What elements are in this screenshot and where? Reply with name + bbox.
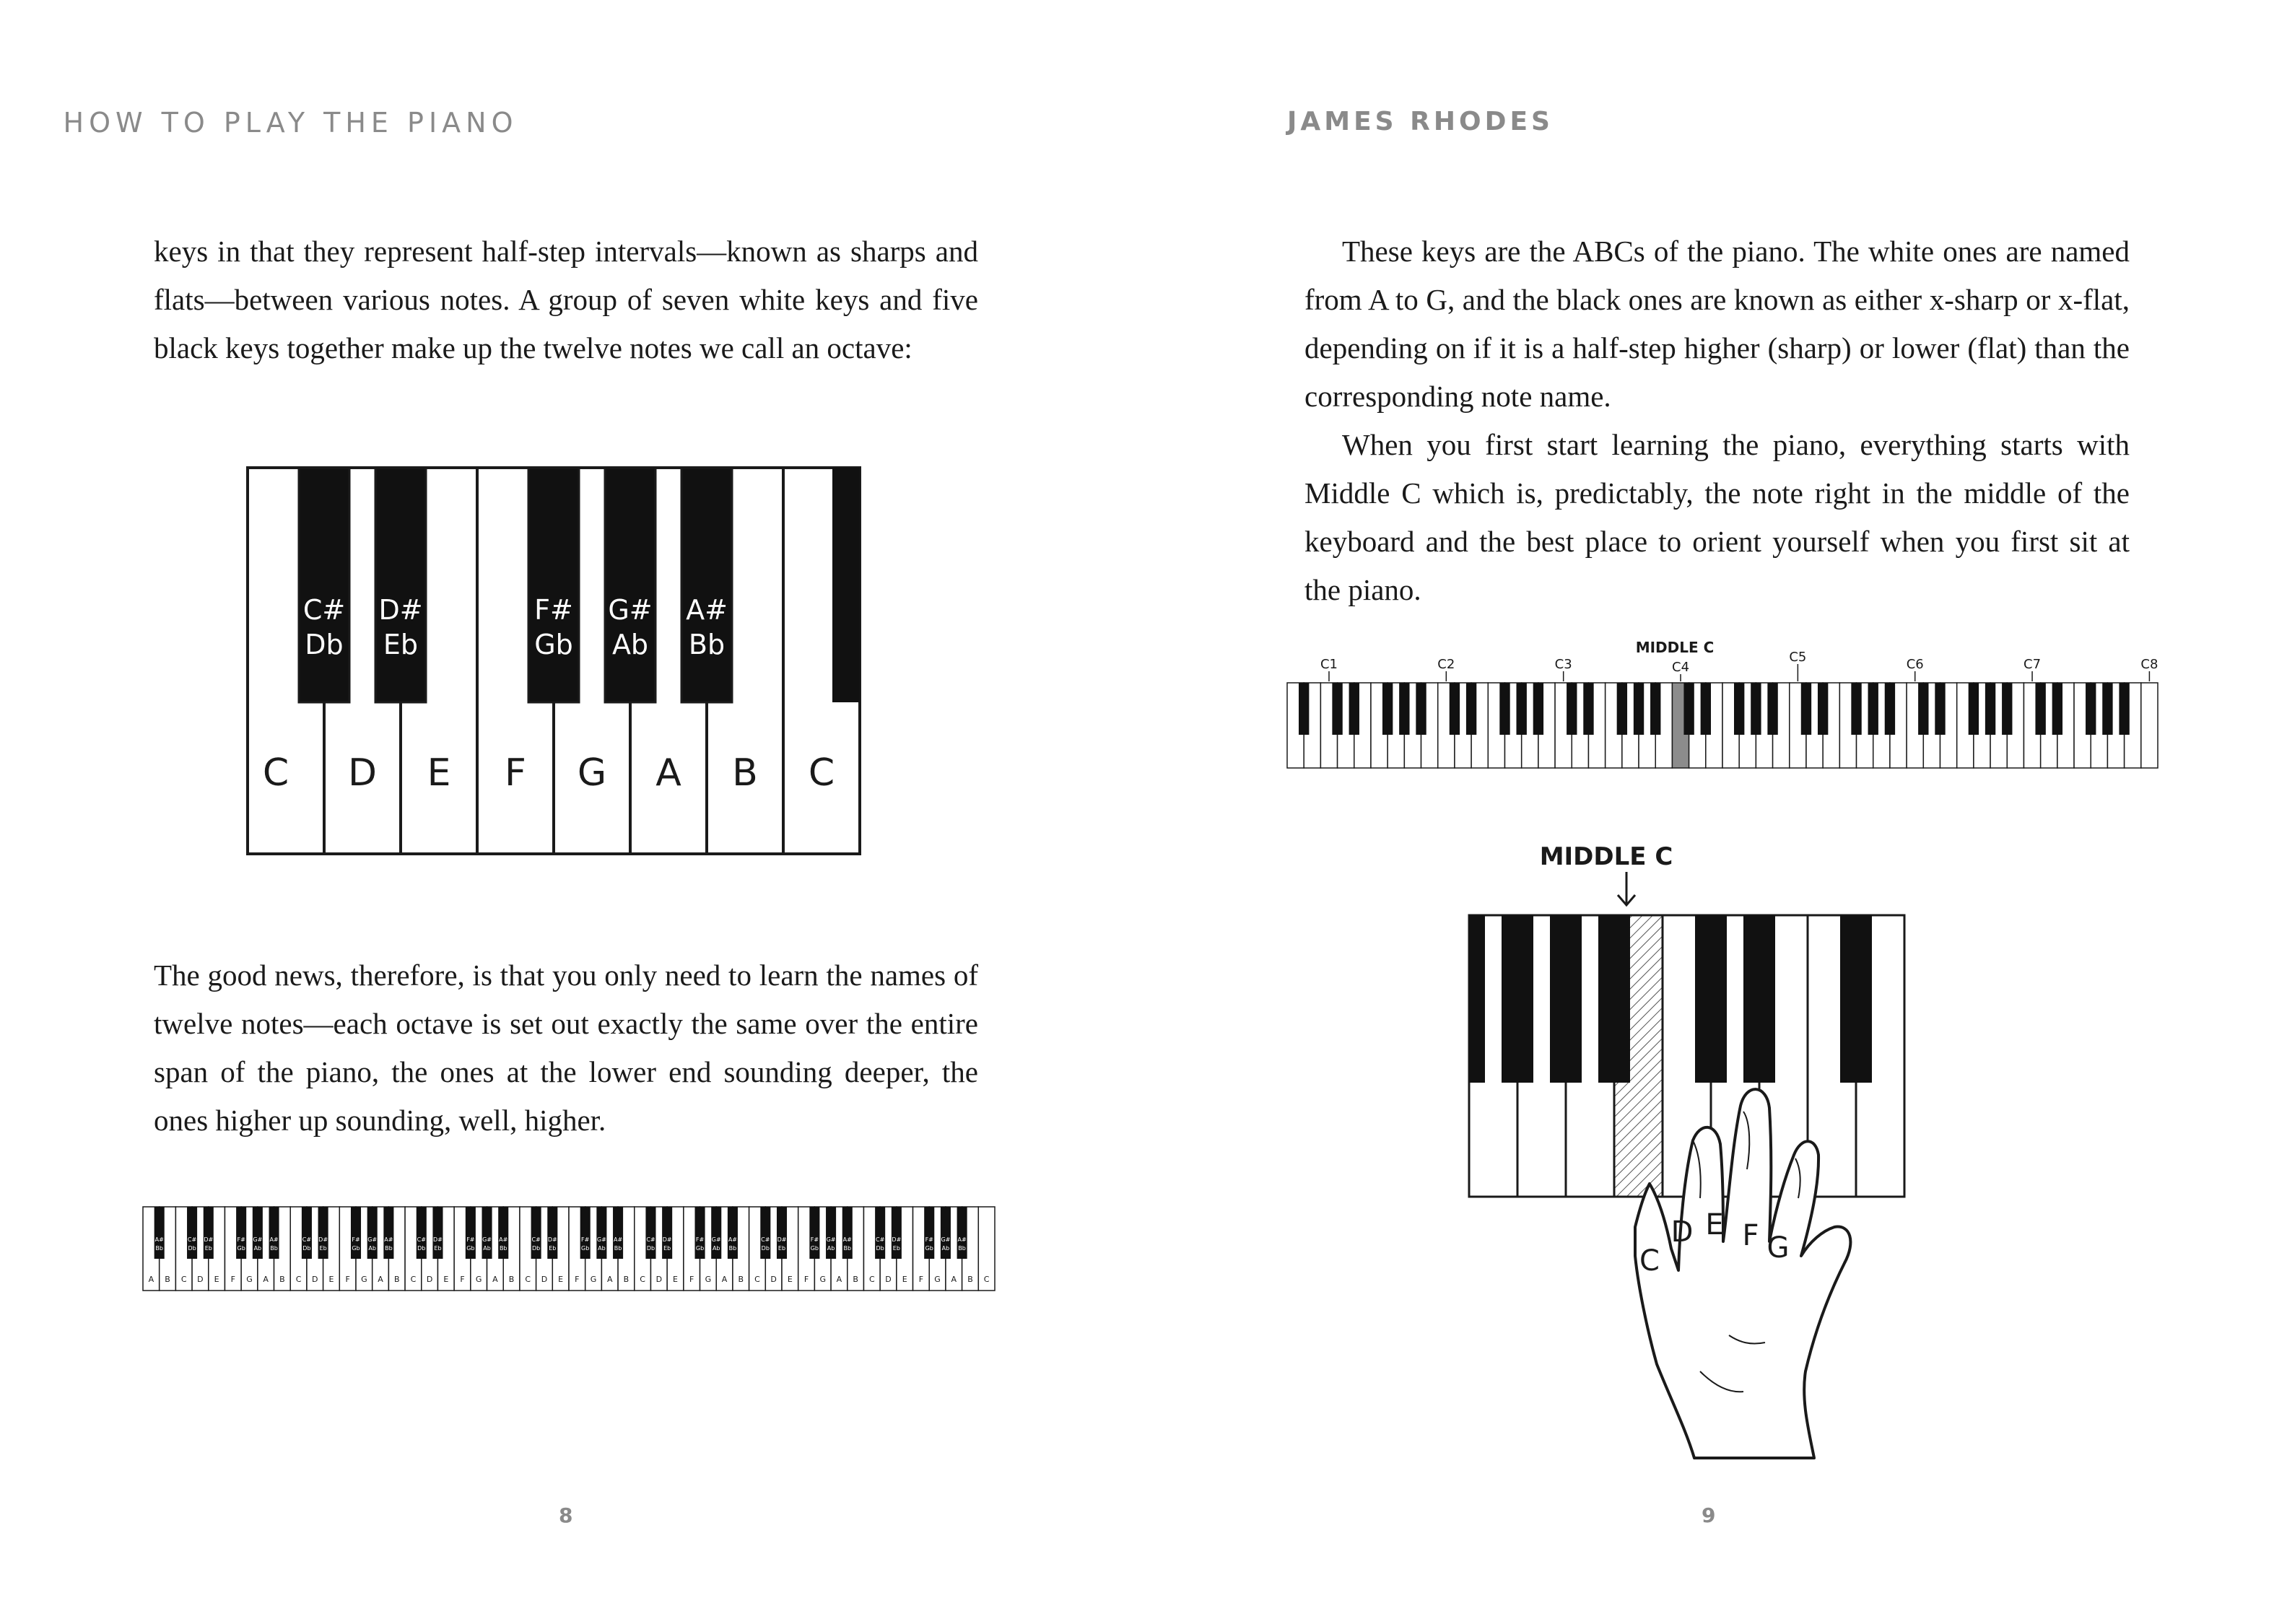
black-key bbox=[1751, 683, 1761, 735]
white-key-label: D bbox=[541, 1275, 548, 1284]
black-key-flat-label: Ab bbox=[483, 1245, 491, 1252]
black-key-sharp-label: A# bbox=[154, 1236, 164, 1243]
black-key-flat-label: Ab bbox=[941, 1245, 950, 1252]
black-key-sharp-label: C# bbox=[187, 1236, 197, 1243]
white-key-label: A bbox=[721, 1275, 728, 1284]
black-key bbox=[1634, 683, 1644, 735]
white-key-label: F bbox=[345, 1275, 350, 1284]
black-key bbox=[1743, 915, 1775, 1083]
black-key-flat-label: Db bbox=[876, 1245, 884, 1252]
black-key bbox=[2119, 683, 2129, 735]
black-key bbox=[2052, 683, 2062, 735]
black-key-sharp-label: C# bbox=[302, 594, 346, 626]
paragraph: When you first start learning the piano, everything starts with Middle C which is, predictably, the note right in the middle of the keyboard and the best place to orient yourself when you first sit at the piano. bbox=[1304, 428, 2130, 606]
black-key-sharp-label: D# bbox=[433, 1236, 443, 1243]
black-key bbox=[1935, 683, 1945, 735]
white-key-label: B bbox=[623, 1275, 630, 1284]
black-key-flat-label: Ab bbox=[368, 1245, 376, 1252]
white-key-label: F bbox=[918, 1275, 924, 1284]
black-key-flat-label: Bb bbox=[385, 1245, 393, 1252]
black-key bbox=[1550, 915, 1582, 1083]
black-key-flat-label: Db bbox=[417, 1245, 426, 1252]
finger-label: F bbox=[1742, 1219, 1759, 1252]
black-key bbox=[2102, 683, 2112, 735]
black-key-flat-label: Bb bbox=[614, 1245, 622, 1252]
white-key-label: D bbox=[197, 1275, 204, 1284]
white-key-label: A bbox=[263, 1275, 269, 1284]
white-key-label: E bbox=[558, 1275, 564, 1284]
black-key bbox=[1840, 915, 1872, 1083]
black-key bbox=[1583, 683, 1593, 735]
black-key bbox=[1801, 683, 1811, 735]
black-key bbox=[1818, 683, 1828, 735]
white-key-label: F bbox=[575, 1275, 580, 1284]
black-key bbox=[1469, 915, 1485, 1083]
black-key-sharp-label: D# bbox=[378, 594, 423, 626]
white-key-label: E bbox=[328, 1275, 334, 1284]
black-key-sharp-label: F# bbox=[466, 1236, 475, 1243]
white-key-label: D bbox=[426, 1275, 433, 1284]
black-key-sharp-label: D# bbox=[318, 1236, 328, 1243]
octave-markers bbox=[1320, 650, 2158, 681]
black-key bbox=[299, 468, 349, 702]
black-key-sharp-label: G# bbox=[826, 1236, 836, 1243]
black-key-sharp-label: D# bbox=[662, 1236, 672, 1243]
black-key-flat-label: Eb bbox=[434, 1245, 442, 1252]
black-key-flat-label: Ab bbox=[611, 629, 649, 660]
white-key-label: C bbox=[983, 1275, 990, 1284]
white-key-label: E bbox=[902, 1275, 907, 1284]
full-keyboard-diagram bbox=[141, 1205, 998, 1295]
black-key-sharp-label: D# bbox=[204, 1236, 214, 1243]
finger-label: G bbox=[1767, 1231, 1790, 1265]
octave-marker-label: C4 bbox=[1672, 660, 1690, 675]
finger-label: E bbox=[1705, 1208, 1724, 1241]
black-key bbox=[1399, 683, 1409, 735]
black-key bbox=[1695, 915, 1727, 1083]
black-key bbox=[2002, 683, 2012, 735]
white-key-label: E bbox=[427, 751, 451, 795]
black-key bbox=[1767, 683, 1777, 735]
octave-markers-diagram bbox=[1281, 635, 2177, 772]
black-key-sharp-label: G# bbox=[941, 1236, 951, 1243]
black-key bbox=[1683, 683, 1694, 735]
white-key-label: C bbox=[262, 751, 289, 795]
black-key-flat-label: Bb bbox=[843, 1245, 852, 1252]
black-key bbox=[1502, 915, 1533, 1083]
white-key-label: F bbox=[230, 1275, 235, 1284]
white-key-label: G bbox=[361, 1275, 367, 1284]
white-key-label: B bbox=[732, 751, 758, 795]
black-key bbox=[1650, 683, 1660, 735]
octave-marker-label: C2 bbox=[1437, 657, 1455, 672]
black-key-flat-label: Eb bbox=[663, 1245, 671, 1252]
black-key-flat-label: Db bbox=[761, 1245, 770, 1252]
black-key-sharp-label: C# bbox=[761, 1236, 770, 1243]
white-key-label: D bbox=[347, 751, 378, 795]
black-key-flat-label: Bb bbox=[958, 1245, 966, 1252]
white-key-label: G bbox=[577, 751, 607, 795]
black-key bbox=[832, 468, 860, 702]
black-key-flat-label: Bb bbox=[688, 629, 726, 660]
finger-label: D bbox=[1670, 1215, 1694, 1249]
white-key-label: G bbox=[246, 1275, 253, 1284]
black-key-sharp-label: F# bbox=[352, 1236, 360, 1243]
black-key-flat-label: Eb bbox=[383, 629, 419, 660]
black-key bbox=[1533, 683, 1543, 735]
white-key-label: E bbox=[787, 1275, 793, 1284]
white-key-label: B bbox=[738, 1275, 744, 1284]
black-key-flat-label: Gb bbox=[352, 1245, 360, 1252]
finger-label: C bbox=[1639, 1244, 1660, 1278]
black-key-sharp-label: F# bbox=[237, 1236, 245, 1243]
black-key bbox=[1885, 683, 1895, 735]
black-key-sharp-label: C# bbox=[531, 1236, 541, 1243]
black-key-flat-label: Gb bbox=[466, 1245, 475, 1252]
white-key-label: F bbox=[803, 1275, 809, 1284]
white-key-label: C bbox=[640, 1275, 645, 1284]
page-number: 8 bbox=[559, 1503, 573, 1527]
white-key-label: C bbox=[525, 1275, 531, 1284]
white-key-label: B bbox=[165, 1275, 170, 1284]
white-key-label: F bbox=[460, 1275, 465, 1284]
black-key-sharp-label: F# bbox=[925, 1236, 933, 1243]
hand-on-keyboard-diagram bbox=[1455, 837, 1974, 1465]
black-key bbox=[1918, 683, 1928, 735]
right-page bbox=[1137, 0, 2274, 1624]
black-key-flat-label: Gb bbox=[925, 1245, 933, 1252]
black-key bbox=[605, 468, 655, 702]
black-key-flat-label: Db bbox=[531, 1245, 541, 1252]
white-key-label: E bbox=[443, 1275, 449, 1284]
black-key-sharp-label: D# bbox=[777, 1236, 787, 1243]
black-key-sharp-label: G# bbox=[482, 1236, 492, 1243]
white-key-label: A bbox=[836, 1275, 842, 1284]
black-key-flat-label: Bb bbox=[728, 1245, 737, 1252]
black-key bbox=[1499, 683, 1510, 735]
paragraph: The good news, therefore, is that you only need to learn the names of twelve notes—each octave is set out exactly the same over the entire span of the piano, the ones at the lower end sounding deeper, the ones higher up sounding, well, higher. bbox=[154, 959, 978, 1137]
white-key bbox=[2141, 683, 2158, 768]
octave-marker-label: C1 bbox=[1320, 657, 1338, 672]
black-key-sharp-label: G# bbox=[253, 1236, 263, 1243]
black-key-sharp-label: A# bbox=[957, 1236, 967, 1243]
black-key bbox=[1466, 683, 1476, 735]
black-key-flat-label: Gb bbox=[695, 1245, 705, 1252]
white-key-label: C bbox=[808, 751, 835, 795]
white-key-label: B bbox=[279, 1275, 285, 1284]
black-key bbox=[1416, 683, 1426, 735]
black-key-flat-label: Eb bbox=[892, 1245, 900, 1252]
black-key-sharp-label: G# bbox=[367, 1236, 378, 1243]
black-key-sharp-label: A# bbox=[269, 1236, 279, 1243]
white-key-label: C bbox=[410, 1275, 417, 1284]
black-key-sharp-label: C# bbox=[646, 1236, 655, 1243]
white-key-label: C bbox=[868, 1275, 875, 1284]
white-key-label: D bbox=[312, 1275, 318, 1284]
black-key-sharp-label: A# bbox=[613, 1236, 623, 1243]
arrow-down-icon bbox=[1618, 872, 1635, 905]
white-key-label: A bbox=[951, 1275, 957, 1284]
black-key-flat-label: Ab bbox=[598, 1245, 606, 1252]
black-key-flat-label: Db bbox=[646, 1245, 655, 1252]
black-key-flat-label: Bb bbox=[270, 1245, 278, 1252]
black-key-sharp-label: G# bbox=[608, 594, 653, 626]
white-key-label: B bbox=[967, 1275, 973, 1284]
octave-marker-label: C8 bbox=[2140, 657, 2158, 672]
black-key-flat-label: Gb bbox=[534, 629, 573, 660]
black-key-flat-label: Ab bbox=[253, 1245, 262, 1252]
white-key-label: A bbox=[606, 1275, 613, 1284]
white-key-label: B bbox=[508, 1275, 515, 1284]
black-key-flat-label: Db bbox=[188, 1245, 196, 1252]
black-key-flat-label: Bb bbox=[155, 1245, 163, 1252]
black-key bbox=[1851, 683, 1861, 735]
black-key-sharp-label: F# bbox=[810, 1236, 819, 1243]
black-key bbox=[1598, 915, 1630, 1083]
black-key bbox=[375, 468, 426, 702]
black-key-sharp-label: C# bbox=[417, 1236, 426, 1243]
black-key-flat-label: Db bbox=[305, 629, 344, 660]
white-key-label: G bbox=[590, 1275, 597, 1284]
black-key bbox=[1332, 683, 1342, 735]
black-key-sharp-label: G# bbox=[711, 1236, 721, 1243]
black-key bbox=[1450, 683, 1460, 735]
black-key-sharp-label: D# bbox=[892, 1236, 902, 1243]
white-key-label: B bbox=[853, 1275, 858, 1284]
white-keys bbox=[1469, 915, 1904, 1197]
black-key-sharp-label: A# bbox=[686, 594, 728, 626]
white-key-label: D bbox=[770, 1275, 777, 1284]
black-key-flat-label: Eb bbox=[777, 1245, 786, 1252]
white-key-label: G bbox=[934, 1275, 941, 1284]
black-key bbox=[1382, 683, 1393, 735]
paragraph: keys in that they represent half-step intervals—known as sharps and flats—between various notes. A group of seven white keys and five black keys together make up the twelve notes we call an octave: bbox=[154, 235, 978, 364]
black-key-sharp-label: A# bbox=[384, 1236, 393, 1243]
black-key-flat-label: Db bbox=[302, 1245, 311, 1252]
black-key-sharp-label: A# bbox=[842, 1236, 852, 1243]
octave-marker-label: C6 bbox=[1906, 657, 1924, 672]
white-key-label: A bbox=[378, 1275, 383, 1284]
black-key-sharp-label: C# bbox=[876, 1236, 885, 1243]
white-key-label: A bbox=[492, 1275, 498, 1284]
middle-c-label: MIDDLE C bbox=[1635, 639, 1715, 656]
black-key bbox=[1868, 683, 1878, 735]
black-key bbox=[681, 468, 732, 702]
black-key-flat-label: Eb bbox=[319, 1245, 327, 1252]
middle-c-label: MIDDLE C bbox=[1539, 842, 1673, 871]
white-key-label: C bbox=[180, 1275, 187, 1284]
black-key-sharp-label: D# bbox=[547, 1236, 557, 1243]
white-key-label: D bbox=[885, 1275, 892, 1284]
octave-keyboard-diagram bbox=[242, 462, 877, 866]
black-key bbox=[528, 468, 579, 702]
black-key bbox=[1517, 683, 1527, 735]
black-key bbox=[2035, 683, 2045, 735]
black-key bbox=[1969, 683, 1979, 735]
black-key-sharp-label: G# bbox=[596, 1236, 606, 1243]
white-key-label: A bbox=[655, 751, 681, 795]
black-key bbox=[1701, 683, 1711, 735]
octave-marker-label: C3 bbox=[1554, 657, 1572, 672]
black-key bbox=[1567, 683, 1577, 735]
black-key-flat-label: Ab bbox=[712, 1245, 720, 1252]
black-key-flat-label: Gb bbox=[237, 1245, 245, 1252]
black-key-sharp-label: A# bbox=[499, 1236, 508, 1243]
running-head: JAMES RHODES bbox=[1287, 107, 1554, 136]
white-key-label: D bbox=[655, 1275, 663, 1284]
black-key-flat-label: Gb bbox=[581, 1245, 590, 1252]
white-key-label: E bbox=[214, 1275, 219, 1284]
black-key bbox=[1734, 683, 1744, 735]
white-key-label: G bbox=[475, 1275, 482, 1284]
white-key-label: G bbox=[705, 1275, 712, 1284]
white-key-label: G bbox=[819, 1275, 826, 1284]
white-key-label: B bbox=[393, 1275, 400, 1284]
page-number: 9 bbox=[1702, 1503, 1716, 1527]
black-key bbox=[2086, 683, 2096, 735]
octave-marker-label: C7 bbox=[2023, 657, 2042, 672]
running-head: HOW TO PLAY THE PIANO bbox=[63, 107, 518, 139]
black-key bbox=[1617, 683, 1627, 735]
paragraph: These keys are the ABCs of the piano. The white ones are named from A to G, and the black ones are known as either x-sharp or x-flat, depending on if it is a half-step higher (sharp) or lower (flat) than the corresponding note name. bbox=[1304, 235, 2130, 413]
octave-marker-label: C5 bbox=[1789, 650, 1807, 665]
black-key-flat-label: Eb bbox=[549, 1245, 557, 1252]
white-key-label: F bbox=[505, 751, 526, 795]
black-key-flat-label: Ab bbox=[827, 1245, 835, 1252]
white-key-label: E bbox=[673, 1275, 678, 1284]
white-key-label: A bbox=[148, 1275, 154, 1284]
black-key-flat-label: Gb bbox=[810, 1245, 819, 1252]
black-key-sharp-label: F# bbox=[695, 1236, 705, 1243]
black-key-sharp-label: A# bbox=[728, 1236, 738, 1243]
black-key-flat-label: Eb bbox=[204, 1245, 212, 1252]
black-key-sharp-label: F# bbox=[581, 1236, 590, 1243]
black-key-sharp-label: F# bbox=[534, 594, 573, 626]
black-key bbox=[1349, 683, 1359, 735]
white-key-label: C bbox=[295, 1275, 302, 1284]
white-key-label: C bbox=[754, 1275, 760, 1284]
white-key-label: F bbox=[689, 1275, 694, 1284]
black-key-flat-label: Bb bbox=[499, 1245, 507, 1252]
black-key bbox=[1299, 683, 1309, 735]
black-key bbox=[1985, 683, 1995, 735]
black-key-sharp-label: C# bbox=[302, 1236, 312, 1243]
